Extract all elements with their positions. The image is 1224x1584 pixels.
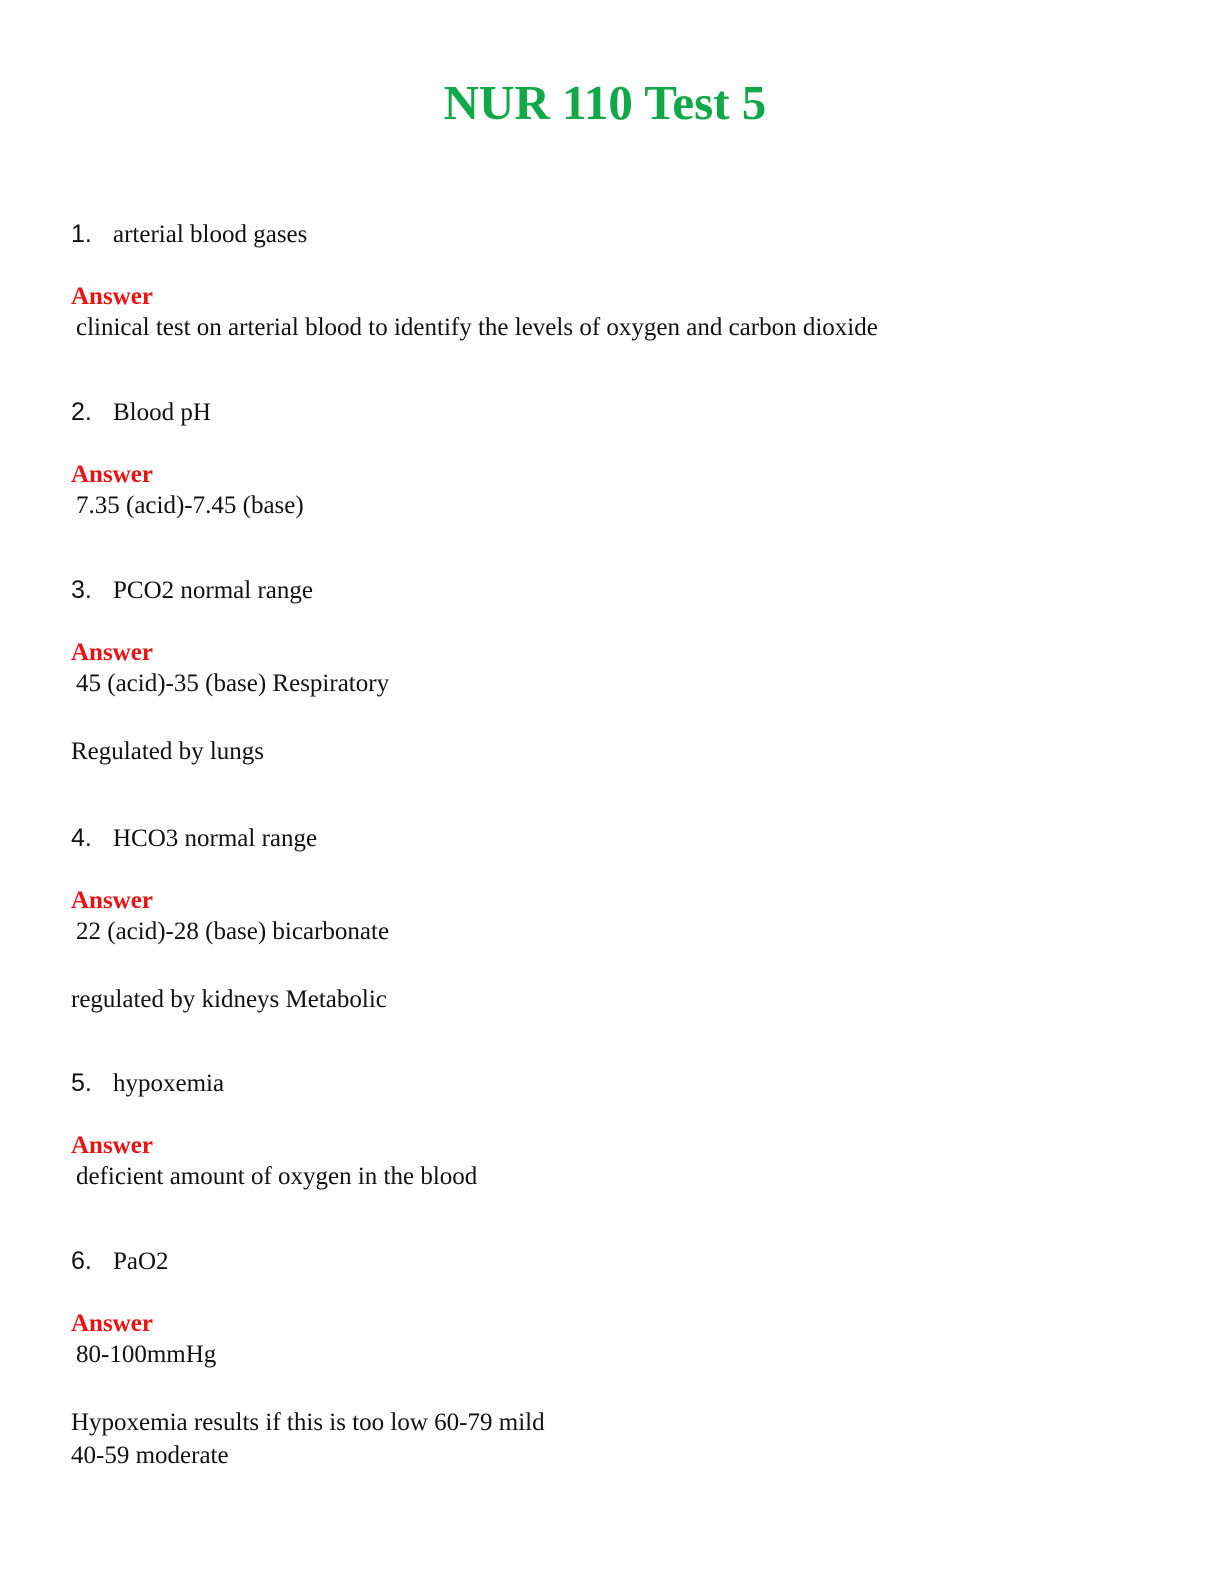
question-number: 4. [71, 824, 92, 852]
question-line [71, 219, 1171, 249]
question-line [71, 1068, 1171, 1098]
question-line [71, 823, 1171, 853]
question-block-6 [71, 1246, 1171, 1472]
answer-label: Answer [71, 887, 153, 914]
answer-note: Hypoxemia results if this is too low 60-79 mild [71, 1409, 545, 1436]
answer-label: Answer [71, 461, 153, 488]
answer-text: clinical test on arterial blood to identify the levels of oxygen and carbon dioxide [76, 314, 878, 341]
answer-text: 7.35 (acid)-7.45 (base) [76, 492, 304, 519]
answer-label: Answer [71, 1132, 153, 1159]
question-block-3 [71, 575, 1171, 768]
answer-text: 80-100mmHg [76, 1341, 217, 1368]
answer-label: Answer [71, 283, 153, 310]
answer-note: 40-59 moderate [71, 1442, 229, 1469]
question-text: PCO2 normal range [113, 577, 313, 604]
question-number: 3. [71, 576, 92, 604]
question-number: 5. [71, 1069, 92, 1097]
question-text: PaO2 [113, 1248, 169, 1275]
question-block-5 [71, 1068, 1171, 1193]
answer-label: Answer [71, 639, 153, 666]
page-title: NUR 110 Test 5 [443, 75, 767, 130]
question-line [71, 397, 1171, 427]
question-line [71, 575, 1171, 605]
question-block-1 [71, 219, 1171, 344]
answer-text: 22 (acid)-28 (base) bicarbonate [76, 918, 390, 945]
answer-label: Answer [71, 1310, 153, 1337]
question-text: Blood pH [113, 399, 211, 426]
question-text: arterial blood gases [113, 221, 308, 248]
answer-text: deficient amount of oxygen in the blood [76, 1163, 478, 1190]
question-block-4 [71, 823, 1171, 1016]
question-number: 2. [71, 398, 92, 426]
question-text: HCO3 normal range [113, 825, 318, 852]
answer-note: regulated by kidneys Metabolic [71, 986, 387, 1013]
question-number: 1. [71, 220, 92, 248]
answer-text: 45 (acid)-35 (base) Respiratory [76, 670, 390, 697]
question-line [71, 1246, 1171, 1276]
question-block-2 [71, 397, 1171, 522]
question-number: 6. [71, 1247, 92, 1275]
answer-note: Regulated by lungs [71, 738, 265, 765]
question-text: hypoxemia [113, 1070, 225, 1097]
